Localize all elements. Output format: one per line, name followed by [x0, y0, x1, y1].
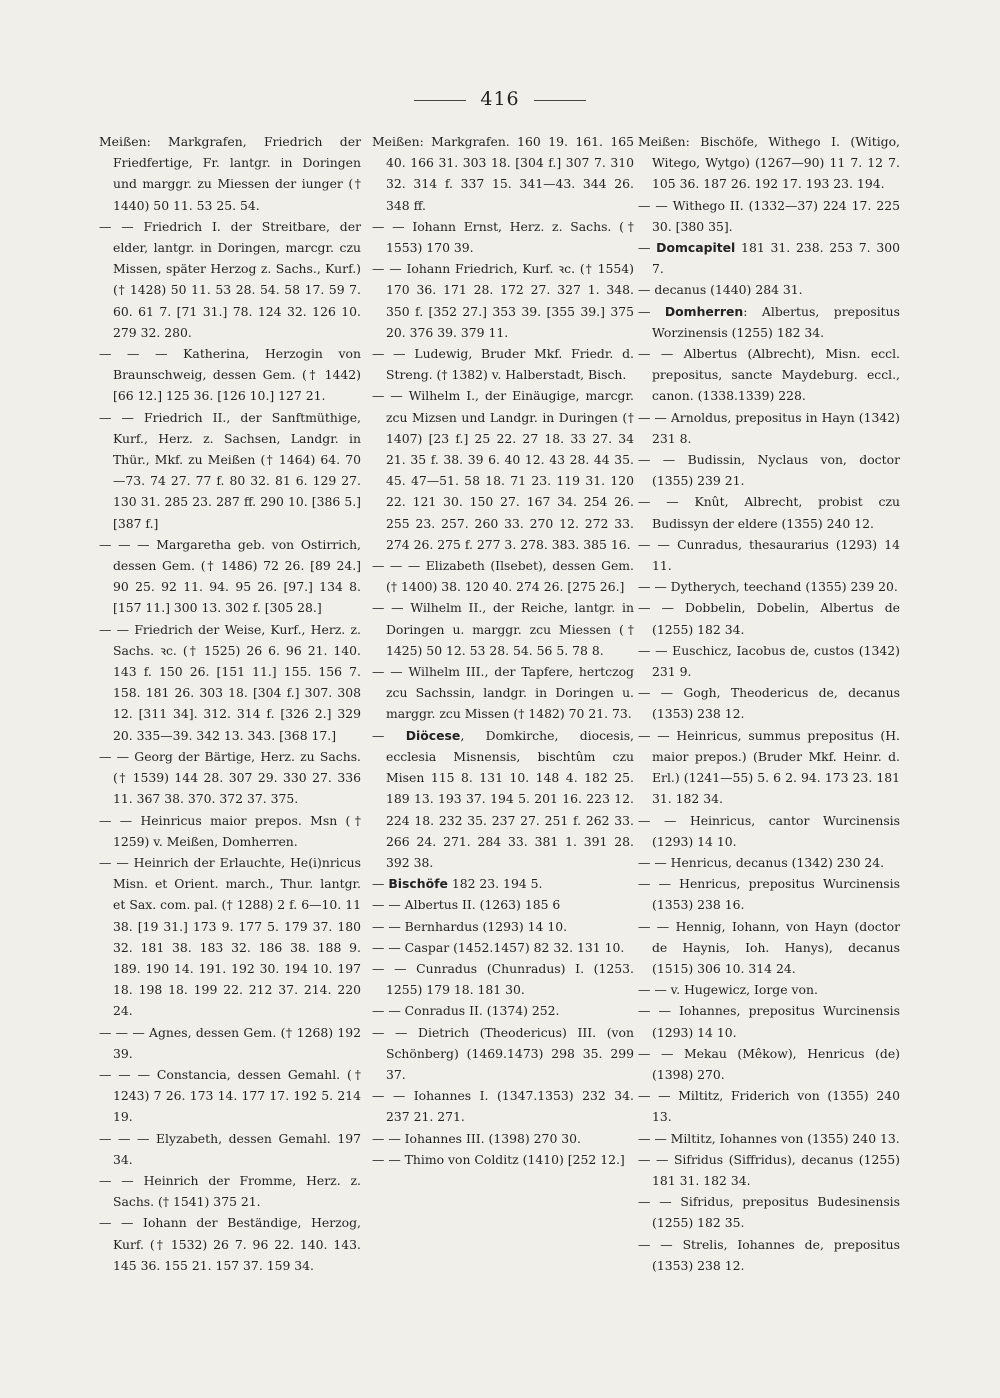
index-entry: [638, 810, 900, 852]
entry-text: — decanus (1440) 284 31.: [638, 282, 803, 298]
entry-text: — — Bernhardus (1293) 14 10.: [372, 918, 568, 934]
entry-text: — — Cunradus, thesaurarius (1293) 14 11.: [638, 536, 900, 574]
entry-text: — — Iohannes III. (1398) 270 30.: [372, 1130, 581, 1146]
entry-text: — — Euschicz, Iacobus de, custos (1342) 231 9.: [638, 642, 900, 680]
index-entry: [372, 258, 634, 343]
index-entry: [372, 216, 634, 258]
entry-text: — — Heinricus, summus prepositus (H. maior prepos.) (Bruder Mkf. Heinr. d. Erl.) (1241—55) 5. 6 2. 94. 173 23. 181 31. 182 34.: [638, 727, 900, 807]
entry-text: — — Caspar (1452.1457) 82 32. 131 10.: [372, 939, 625, 955]
index-entry: [638, 1000, 900, 1042]
entry-text: Meißen: Markgrafen, Friedrich der Friedfertige, Fr. lantgr. in Doringen und marggr. zu Miessen der iunger († 1440) 50 11. 53 25. 54.: [99, 134, 361, 213]
entry-dash: —: [638, 240, 657, 256]
entry-text: : Albertus, prepositus Worzinensis (1255) 182 34.: [652, 303, 900, 340]
index-entry: [638, 491, 900, 533]
entry-text: — — Sifridus (Siffridus), decanus (1255) 181 31. 182 34.: [638, 1151, 900, 1188]
index-entry: [638, 1149, 900, 1191]
entry-text: — — Gogh, Theodericus de, decanus (1353) 238 12.: [638, 685, 900, 722]
index-entry: [372, 343, 634, 385]
index-entry: [638, 576, 900, 597]
entry-text: — — Iohann Ernst, Herz. z. Sachs. († 1553) 170 39.: [372, 218, 634, 256]
index-entry: [99, 1022, 361, 1064]
entry-text: — — Iohann Friedrich, Kurf. ꝛc. († 1554) 170 36. 171 28. 172 27. 327 1. 348. 350 f. [352 27.] 353 39. [355 39.] 375 20. 376 39. 379 11.: [372, 261, 634, 340]
entry-text: — — — Elizabeth (Ilsebet), dessen Gem. († 1400) 38. 120 40. 274 26. [275 26.]: [372, 558, 634, 595]
index-entry: [99, 1212, 361, 1276]
index-entry: [99, 810, 361, 852]
index-entry: [99, 343, 361, 407]
index-entry: [99, 746, 361, 810]
index-entry: [638, 449, 900, 491]
entry-text: — — Dietrich (Theodericus) III. (von Schönberg) (1469.1473) 298 35. 299 37.: [372, 1024, 634, 1082]
entry-text: — — Albertus (Albrecht), Misn. eccl. prepositus, sancte Maydeburg. eccl., canon. (1338.1339) 228.: [638, 346, 900, 404]
index-entry: [638, 1128, 900, 1149]
index-entry: [372, 555, 634, 597]
page-header: [0, 88, 1000, 110]
index-entry: [638, 916, 900, 980]
entry-text: — — Cunradus (Chunradus) I. (1253. 1255) 179 18. 181 30.: [372, 960, 634, 998]
entry-text: — — Conradus II. (1374) 252.: [372, 1003, 560, 1019]
index-entry: [372, 873, 634, 894]
entry-dash: —: [372, 727, 406, 743]
entry-text: — — Heinrich der Erlauchte, He(i)nricus Misn. et Orient. march., Thur. lantgr. et Sax. com. pal. († 1288) 2 f. 6—10. 11 38. [19 31.] 173 9. 177 5. 179 37. 180 32. 181 38. 183 32. 186 38. 188 9. 189. 190 14. 191. 192 30. 194 10. 197 18. 198 18. 199 22. 212 37. 214. 220 24.: [99, 854, 361, 1019]
page-number: 416: [480, 88, 520, 110]
index-entry: [638, 682, 900, 724]
entry-text: — — Wilhelm III., der Tapfere, hertczog zcu Sachssin, landgr. in Doringen u. marggr. zcu Missen († 1482) 70 21. 73.: [372, 664, 634, 722]
index-entry: [638, 725, 900, 810]
entry-text: — — Iohannes, prepositus Wurcinensis (1293) 14 10.: [638, 1003, 900, 1040]
entry-text: — — Iohann der Beständige, Herzog, Kurf. († 1532) 26 7. 96 22. 140. 143. 145 36. 155 21. 157 37. 159 34.: [99, 1215, 361, 1273]
entry-text: — — Arnoldus, prepositus in Hayn (1342) 231 8.: [638, 409, 900, 446]
entry-text: — — Miltitz, Friderich von (1355) 240 13.: [638, 1088, 900, 1125]
entry-text: — — Withego II. (1332—37) 224 17. 225 30. [380 35].: [638, 197, 900, 234]
entry-text: 181 31. 238. 253 7. 300 7.: [652, 240, 900, 277]
index-entry: [638, 873, 900, 915]
entry-text: — — — Katherina, Herzogin von Braunschweig, dessen Gem. († 1442) [66 12.] 125 36. [126 10.] 127 21.: [99, 346, 361, 404]
entry-headword: Domherren: [664, 303, 744, 319]
entry-text: — — Sifridus, prepositus Budesinensis (1255) 182 35.: [638, 1194, 900, 1231]
index-entry: [372, 725, 634, 873]
index-entry: [99, 534, 361, 619]
entry-text: — — Thimo von Colditz (1410) [252 12.]: [372, 1151, 625, 1167]
index-column-3: [638, 131, 900, 1276]
entry-text: — — Georg der Bärtige, Herz. zu Sachs. († 1539) 144 28. 307 29. 330 27. 336 11. 367 38. 370. 372 37. 375.: [99, 748, 361, 807]
index-entry: [99, 407, 361, 534]
entry-text: Meißen: Bischöfe, Withego I. (Witigo, Witego, Wytgo) (1267—90) 11 7. 12 7. 105 36. 187 26. 192 17. 193 23. 194.: [638, 134, 900, 192]
entry-headword: Bischöfe: [388, 876, 448, 892]
index-entry: [99, 1128, 361, 1170]
index-column-1: [99, 131, 361, 1276]
index-entry: [99, 852, 361, 1022]
index-entry: [638, 640, 900, 682]
entry-headword: Diöcese: [405, 727, 461, 743]
index-entry: [99, 131, 361, 216]
entry-text: — — Wilhelm I., der Einäugige, marcgr. zcu Mizsen und Landgr. in Duringen († 1407) [23 f.] 25 22. 27 18. 33 27. 34 21. 35 f. 38. 39 6. 40 12. 43 28. 44 35. 45. 47—51. 58 18. 71 23. 119 31. 120 22. 121 30. 150 27. 167 34. 254 26. 255 23. 257. 260 33. 270 12. 272 33. 274 26. 275 f. 277 3. 278. 383. 385 16.: [372, 388, 634, 552]
entry-text: — — Henricus, prepositus Wurcinensis (1353) 238 16.: [638, 876, 900, 913]
entry-text: — — — Agnes, dessen Gem. († 1268) 192 39.: [99, 1024, 361, 1061]
index-entry: [638, 301, 900, 343]
index-entry: [372, 1085, 634, 1127]
entry-text: — — Strelis, Iohannes de, prepositus (1353) 238 12.: [638, 1236, 900, 1273]
entry-text: — — Hennig, Iohann, von Hayn (doctor de Haynis, Ioh. Hanys), decanus (1515) 306 10. 314 24.: [638, 918, 900, 976]
index-entry: [372, 385, 634, 555]
entry-text: — — Mekau (Mêkow), Henricus (de) (1398) 270.: [638, 1045, 900, 1082]
entry-text: Meißen: Markgrafen. 160 19. 161. 165 40. 166 31. 303 18. [304 f.] 307 7. 310 32. 314 f. 337 15. 341—43. 344 26. 348 ff.: [372, 134, 634, 213]
entry-text: — — — Constancia, dessen Gemahl. († 1243) 7 26. 173 14. 177 17. 192 5. 214 19.: [99, 1066, 361, 1125]
entry-dash: —: [372, 876, 389, 892]
index-entry: [372, 894, 634, 915]
entry-text: — — Ludewig, Bruder Mkf. Friedr. d. Streng. († 1382) v. Halberstadt, Bisch.: [372, 346, 634, 383]
index-entry: [372, 597, 634, 661]
index-entry: [638, 343, 900, 407]
entry-text: — — Friedrich I. der Streitbare, der elder, lantgr. in Doringen, marcgr. czu Missen, später Herzog z. Sachs., Kurf.) († 1428) 50 11. 53 28. 54. 58 17. 59 7. 60. 61 7. [71 31.] 78. 124 32. 126 10. 279 32. 280.: [99, 218, 361, 340]
entry-text: — — Dytherych, teechand (1355) 239 20.: [638, 579, 898, 595]
index-entry: [99, 619, 361, 746]
index-entry: [372, 916, 634, 937]
entry-text: — — Friedrich II., der Sanftmüthige, Kurf., Herz. z. Sachsen, Landgr. in Thür., Mkf. zu Meißen († 1464) 64. 70—73. 74 27. 77 f. 80 32. 81 6. 129 27. 130 31. 285 23. 287 ff. 290 10. [386 5.] [387 f.]: [99, 409, 361, 531]
index-entry: [372, 1022, 634, 1086]
entry-text: — — — Margaretha geb. von Ostirrich, dessen Gem. († 1486) 72 26. [89 24.] 90 25. 92 11. 94. 95 26. [97.] 134 8. [157 11.] 300 13. 302 f. [305 28.]: [99, 536, 361, 616]
entry-text: — — — Elyzabeth, dessen Gemahl. 197 34.: [99, 1130, 361, 1167]
entry-text: — — Knût, Albrecht, probist czu Budissyn der eldere (1355) 240 12.: [638, 494, 900, 531]
index-entry: [638, 1234, 900, 1276]
entry-text: — — Heinricus, cantor Wurcinensis (1293) 14 10.: [638, 812, 900, 849]
index-entry: [638, 237, 900, 279]
index-entry: [638, 534, 900, 576]
entry-text: — — Iohannes I. (1347.1353) 232 34. 237 21. 271.: [372, 1088, 634, 1125]
index-entry: [372, 1149, 634, 1170]
index-entry: [99, 1064, 361, 1128]
entry-text: — — Miltitz, Iohannes von (1355) 240 13.: [638, 1130, 900, 1146]
entry-text: — — Budissin, Nyclaus von, doctor (1355) 239 21.: [638, 452, 900, 489]
entry-text: — — Heinricus maior prepos. Msn († 1259) v. Meißen, Domherren.: [99, 812, 361, 849]
index-entry: [638, 852, 900, 873]
entry-text: — — Albertus II. (1263) 185 6: [372, 897, 561, 913]
index-entry: [638, 1043, 900, 1085]
index-entry: [638, 195, 900, 237]
entry-text: — — Dobbelin, Dobelin, Albertus de (1255) 182 34.: [638, 600, 900, 637]
index-entry: [638, 131, 900, 195]
entry-text: — — Wilhelm II., der Reiche, lantgr. in Doringen u. marggr. zcu Miessen († 1425) 50 12. 53 28. 54. 56 5. 78 8.: [372, 600, 634, 658]
index-entry: [638, 1191, 900, 1233]
index-entry: [99, 1170, 361, 1212]
index-entry: [372, 661, 634, 725]
index-column-2: [372, 131, 634, 1170]
entry-text: — — Heinrich der Fromme, Herz. z. Sachs. († 1541) 375 21.: [99, 1172, 361, 1210]
index-entry: [372, 958, 634, 1000]
index-entry: [638, 979, 900, 1000]
index-entry: [372, 1128, 634, 1149]
header-rule-left: [414, 100, 466, 101]
index-entry: [372, 937, 634, 958]
entry-text: — — Friedrich der Weise, Kurf., Herz. z. Sachs. ꝛc. († 1525) 26 6. 96 21. 140. 143 f. 150 26. [151 11.] 155. 156 7. 158. 181 26. 303 18. [304 f.] 307. 308 12. [311 34]. 312. 314 f. [326 2.] 329 20. 335—39. 342 13. 343. [368 17.]: [99, 621, 361, 743]
index-entry: [638, 279, 900, 300]
index-entry: [99, 216, 361, 343]
entry-text: 182 23. 194 5.: [447, 876, 543, 892]
entry-dash: —: [638, 303, 665, 319]
entry-headword: Domcapitel: [656, 240, 736, 256]
index-entry: [638, 407, 900, 449]
entry-text: — — Henricus, decanus (1342) 230 24.: [638, 854, 885, 870]
header-rule-right: [534, 100, 586, 101]
entry-text: — — v. Hugewicz, Iorge von.: [638, 982, 818, 998]
index-entry: [638, 597, 900, 639]
index-entry: [638, 1085, 900, 1127]
index-entry: [372, 1000, 634, 1021]
index-entry: [372, 131, 634, 216]
entry-text: , Domkirche, diocesis, ecclesia Misnensis, bischtûm czu Misen 115 8. 131 10. 148 4. 182 25. 189 13. 193 37. 194 5. 201 16. 223 12. 224 18. 232 35. 237 27. 251 f. 262 33. 266 24. 271. 284 33. 381 1. 391 28. 392 38.: [386, 727, 634, 870]
